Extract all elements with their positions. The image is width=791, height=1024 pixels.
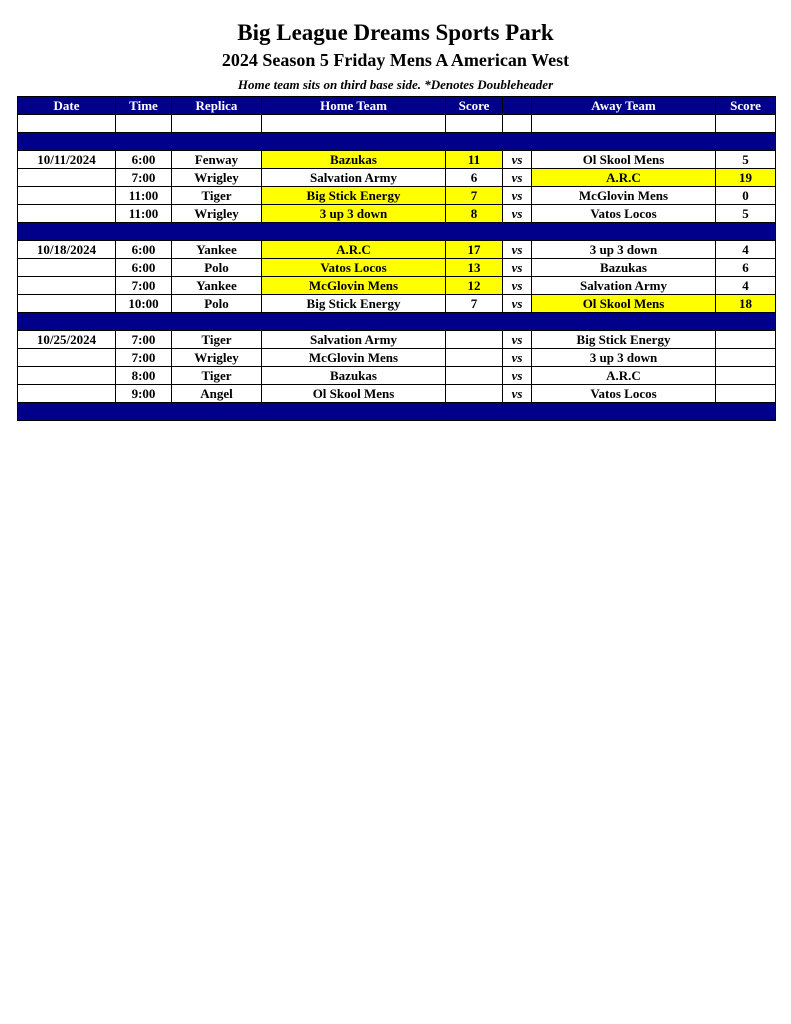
vs-cell: vs [503,331,532,349]
home-score-cell [446,367,503,385]
vs-cell: vs [503,295,532,313]
home-team-cell: Big Stick Energy [262,187,446,205]
home-team-cell: McGlovin Mens [262,277,446,295]
away-score-cell: 19 [716,169,776,187]
page-note: Home team sits on third base side. *Denotes Doubleheader [237,77,554,92]
vs-cell: vs [503,349,532,367]
date-cell [18,277,116,295]
separator-bar [18,223,776,241]
home-team-cell: Salvation Army [262,169,446,187]
time-cell: 7:00 [116,169,172,187]
away-team-cell: Vatos Locos [532,385,716,403]
separator-bar [18,313,776,331]
vs-cell: vs [503,385,532,403]
col-header-away-team: Away Team [532,97,716,115]
game-row [18,331,776,349]
cell [716,115,776,133]
home-score-cell [446,331,503,349]
replica-cell: Yankee [172,277,262,295]
replica-cell: Polo [172,295,262,313]
game-row [18,259,776,277]
away-score-cell: 6 [716,259,776,277]
page-subtitle: 2024 Season 5 Friday Mens A American West [221,50,570,70]
cell [18,115,116,133]
col-header-vs [503,97,532,115]
date-cell [18,205,116,223]
home-team-cell: Big Stick Energy [262,295,446,313]
away-team-cell: Bazukas [532,259,716,277]
away-team-cell: A.R.C [532,169,716,187]
home-team-cell: McGlovin Mens [262,349,446,367]
home-team-cell: Salvation Army [262,331,446,349]
home-score-cell: 6 [446,169,503,187]
date-cell: 10/11/2024 [18,151,116,169]
page-title: Big League Dreams Sports Park [237,20,554,45]
away-team-cell: A.R.C [532,367,716,385]
date-cell [18,259,116,277]
date-cell [18,385,116,403]
cell [532,115,716,133]
away-score-cell: 0 [716,187,776,205]
replica-cell: Wrigley [172,169,262,187]
home-score-cell: 17 [446,241,503,259]
game-row [18,169,776,187]
away-team-cell: Salvation Army [532,277,716,295]
separator-row [18,133,776,151]
game-row [18,277,776,295]
blank-row [18,115,776,133]
time-cell: 11:00 [116,205,172,223]
away-team-cell: 3 up 3 down [532,349,716,367]
cell [503,115,532,133]
time-cell: 11:00 [116,187,172,205]
separator-row [18,313,776,331]
away-team-cell: Big Stick Energy [532,331,716,349]
home-score-cell: 12 [446,277,503,295]
separator-row [18,403,776,421]
replica-cell: Fenway [172,151,262,169]
replica-cell: Tiger [172,331,262,349]
game-row [18,385,776,403]
away-team-cell: Vatos Locos [532,205,716,223]
replica-cell: Yankee [172,241,262,259]
time-cell: 10:00 [116,295,172,313]
time-cell: 9:00 [116,385,172,403]
date-cell: 10/25/2024 [18,331,116,349]
vs-cell: vs [503,151,532,169]
replica-cell: Wrigley [172,349,262,367]
cell [446,115,503,133]
separator-bar [18,403,776,421]
home-team-cell: Ol Skool Mens [262,385,446,403]
date-cell [18,349,116,367]
away-team-cell: 3 up 3 down [532,241,716,259]
time-cell: 6:00 [116,151,172,169]
home-score-cell: 11 [446,151,503,169]
home-team-cell: A.R.C [262,241,446,259]
cell [172,115,262,133]
time-cell: 6:00 [116,241,172,259]
game-row [18,241,776,259]
vs-cell: vs [503,277,532,295]
game-row [18,295,776,313]
away-score-cell [716,331,776,349]
game-row [18,187,776,205]
vs-cell: vs [503,205,532,223]
game-row [18,367,776,385]
home-score-cell: 7 [446,295,503,313]
cell [262,115,446,133]
vs-cell: vs [503,241,532,259]
schedule-table [17,96,776,421]
game-row [18,151,776,169]
time-cell: 6:00 [116,259,172,277]
vs-cell: vs [503,187,532,205]
home-score-cell: 8 [446,205,503,223]
replica-cell: Wrigley [172,205,262,223]
time-cell: 7:00 [116,331,172,349]
col-header-date: Date [18,97,116,115]
col-header-replica: Replica [172,97,262,115]
away-team-cell: Ol Skool Mens [532,151,716,169]
separator-bar [18,133,776,151]
schedule-body [18,115,776,421]
vs-cell: vs [503,169,532,187]
date-cell [18,295,116,313]
date-cell: 10/18/2024 [18,241,116,259]
away-score-cell [716,367,776,385]
away-team-cell: McGlovin Mens [532,187,716,205]
date-cell [18,169,116,187]
game-row [18,205,776,223]
replica-cell: Angel [172,385,262,403]
vs-cell: vs [503,367,532,385]
away-score-cell [716,349,776,367]
away-score-cell: 5 [716,205,776,223]
replica-cell: Tiger [172,367,262,385]
time-cell: 7:00 [116,349,172,367]
home-score-cell: 13 [446,259,503,277]
away-team-cell: Ol Skool Mens [532,295,716,313]
date-cell [18,367,116,385]
header-row [18,97,776,115]
replica-cell: Polo [172,259,262,277]
home-team-cell: 3 up 3 down [262,205,446,223]
away-score-cell: 5 [716,151,776,169]
time-cell: 8:00 [116,367,172,385]
home-score-cell [446,385,503,403]
col-header-away-score: Score [716,97,776,115]
home-score-cell [446,349,503,367]
game-row [18,349,776,367]
home-team-cell: Bazukas [262,367,446,385]
home-team-cell: Bazukas [262,151,446,169]
home-score-cell: 7 [446,187,503,205]
away-score-cell: 4 [716,241,776,259]
away-score-cell [716,385,776,403]
date-cell [18,187,116,205]
vs-cell: vs [503,259,532,277]
col-header-home-score: Score [446,97,503,115]
time-cell: 7:00 [116,277,172,295]
replica-cell: Tiger [172,187,262,205]
away-score-cell: 18 [716,295,776,313]
away-score-cell: 4 [716,277,776,295]
cell [116,115,172,133]
col-header-time: Time [116,97,172,115]
home-team-cell: Vatos Locos [262,259,446,277]
separator-row [18,223,776,241]
col-header-home-team: Home Team [262,97,446,115]
